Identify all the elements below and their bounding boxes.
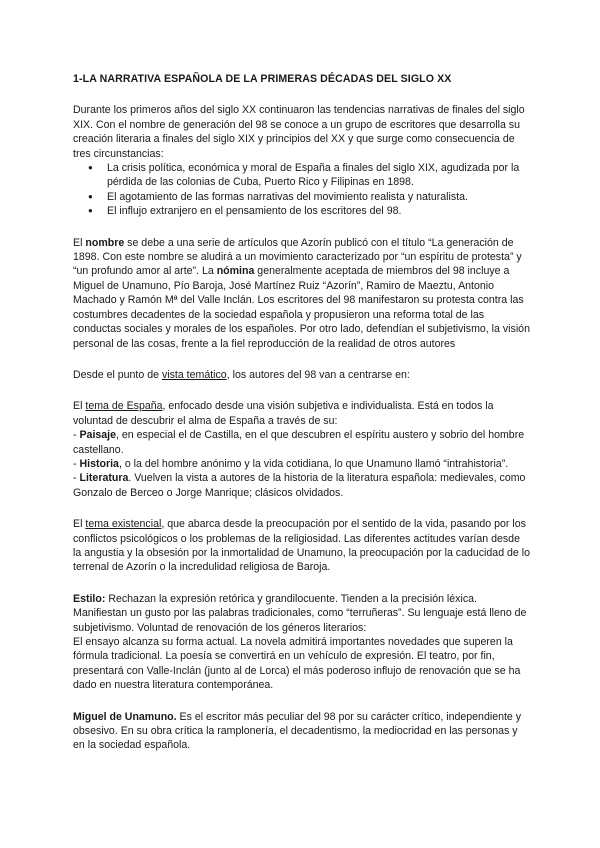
espana-item-historia	[73, 457, 530, 471]
historia-text: , o la del hombre anónimo y la vida cotidiana, lo que Unamuno llamó “intrahistoria”.	[118, 457, 509, 470]
espana-pre: El	[73, 400, 86, 413]
historia-keyword: Historia	[79, 457, 119, 470]
estilo-keyword: Estilo:	[73, 592, 106, 605]
document-title: 1-LA NARRATIVA ESPAÑOLA DE LA PRIMERAS DÉCADAS DEL SIGLO XX	[73, 73, 452, 85]
dash: -	[73, 429, 80, 442]
existencial-pre: El	[73, 518, 86, 531]
existencial-paragraph	[73, 517, 530, 575]
tema-existencial-link[interactable]: tema existencial	[85, 518, 162, 531]
intro-paragraph: Durante los primeros años del siglo XX continuaron las tendencias narrativas de finales del siglo XIX. Con el nombre de generación del 98 se conoce a un grupo de escritores que desarrolla su creación literaria a finales del siglo XIX y principios del XX y que surge como consecuencia de tres circunstancias:	[73, 104, 525, 160]
tematico-paragraph	[73, 368, 530, 382]
estilo-text-2: El ensayo alcanza su forma actual. La novela admitirá importantes novedades que superen la fórmula tradicional. La poesía se convertirá en un vehículo de expresión. El teatro, por fin, presentará con Valle-Inclán (junto al de Lorca) el más poderoso influjo de renovación que se ha dado en nuestra literatura contemporánea.	[73, 636, 521, 692]
tema-espana-link[interactable]: tema de España	[85, 400, 163, 413]
tematico-post: , los autores del 98 van a centrarse en:	[226, 368, 410, 381]
dash: -	[73, 472, 80, 485]
espana-item-paisaje	[73, 428, 530, 457]
existencial-post: , que abarca desde la preocupación por el sentido de la vida, pasando por los conflictos psicológicos o los problemas de la religiosidad. Las diferentes actitudes varían desde la angustia y la obsesión por la inmortalidad de Unamuno, la preocupación por la caducidad de lo terrenal de Azorín o la incredulidad religiosa de Baroja.	[73, 518, 531, 574]
circumstances-list	[73, 161, 530, 219]
nombre-text-2: generalmente aceptada de miembros del 98 incluye a Miguel de Unamuno, Pío Baroja, José Martínez Ruiz “Azorín”, Ramiro de Maeztu, Antonio Machado y Ramón Mª del Valle Inclán. Los escritores del 98 manifestaron su protesta contra las costumbres decadentes de la sociedad española y propusieron una reforma total de las conductas sociales y morales de los españoles. Por otro lado, defendían el subjetivismo, la visión personal de las cosas, frente a la fiel reproducción de la realidad de otros autores	[73, 265, 530, 350]
espana-post: , enfocado desde una visión subjetiva e individualista. Está en todos la voluntad de descubrir el alma de España a través de su:	[73, 400, 494, 427]
tematico-pre: Desde el punto de	[73, 368, 162, 381]
nomina-keyword: nómina	[216, 265, 255, 278]
paisaje-keyword: Paisaje	[79, 429, 117, 442]
list-item: ● El agotamiento de las formas narrativas del movimiento realista y naturalista.	[107, 190, 530, 204]
list-item: ● El influjo extranjero en el pensamiento de los escritores del 98.	[107, 204, 530, 218]
list-item: ● La crisis política, económica y moral de España a finales del siglo XIX, agudizada por la pérdida de las colonias de Cuba, Puerto Rico y Filipinas en 1898.	[107, 161, 530, 190]
estilo-paragraph	[73, 592, 530, 693]
unamuno-text: Es el escritor más peculiar del 98 por su carácter crítico, independiente y obsesivo. En su obra crítica la ramplonería, el decadentismo, la mediocridad en las personas y en la sociedad española.	[73, 710, 522, 752]
nombre-paragraph	[73, 236, 530, 351]
paisaje-text: , en especial el de Castilla, en el que descubren el espíritu austero y sobrio del hombre castellano.	[73, 429, 525, 456]
vista-tematico-link[interactable]: vista temático	[161, 368, 227, 381]
nombre-lead: El	[73, 236, 86, 249]
dash: -	[73, 457, 80, 470]
unamuno-paragraph	[73, 710, 530, 753]
estilo-text: Rechazan la expresión retórica y grandilocuente. Tienden a la precisión léxica. Manifiestan un gusto por las palabras tradicionales, como “terruñeras”. Su lenguaje está lleno de subjetivismo. Voluntad de renovación de los géneros literarios:	[73, 592, 527, 634]
nombre-text-1: se debe a una serie de artículos que Azorín publicó con el título “La generación de 1898. Con este nombre se aludirá a un movimiento caracterizado por “un espíritu de protesta” y “un profundo amor al arte”. La	[73, 236, 522, 278]
literatura-keyword: Literatura	[79, 472, 129, 485]
unamuno-keyword: Miguel de Unamuno.	[73, 710, 177, 723]
nombre-keyword: nombre	[85, 236, 125, 249]
espana-item-literatura	[73, 471, 530, 500]
espana-paragraph	[73, 399, 530, 500]
literatura-text: . Vuelven la vista a autores de la historia de la literatura española: medievales, como Gonzalo de Berceo o Jorge Manrique; clásicos olvidados.	[73, 472, 526, 499]
